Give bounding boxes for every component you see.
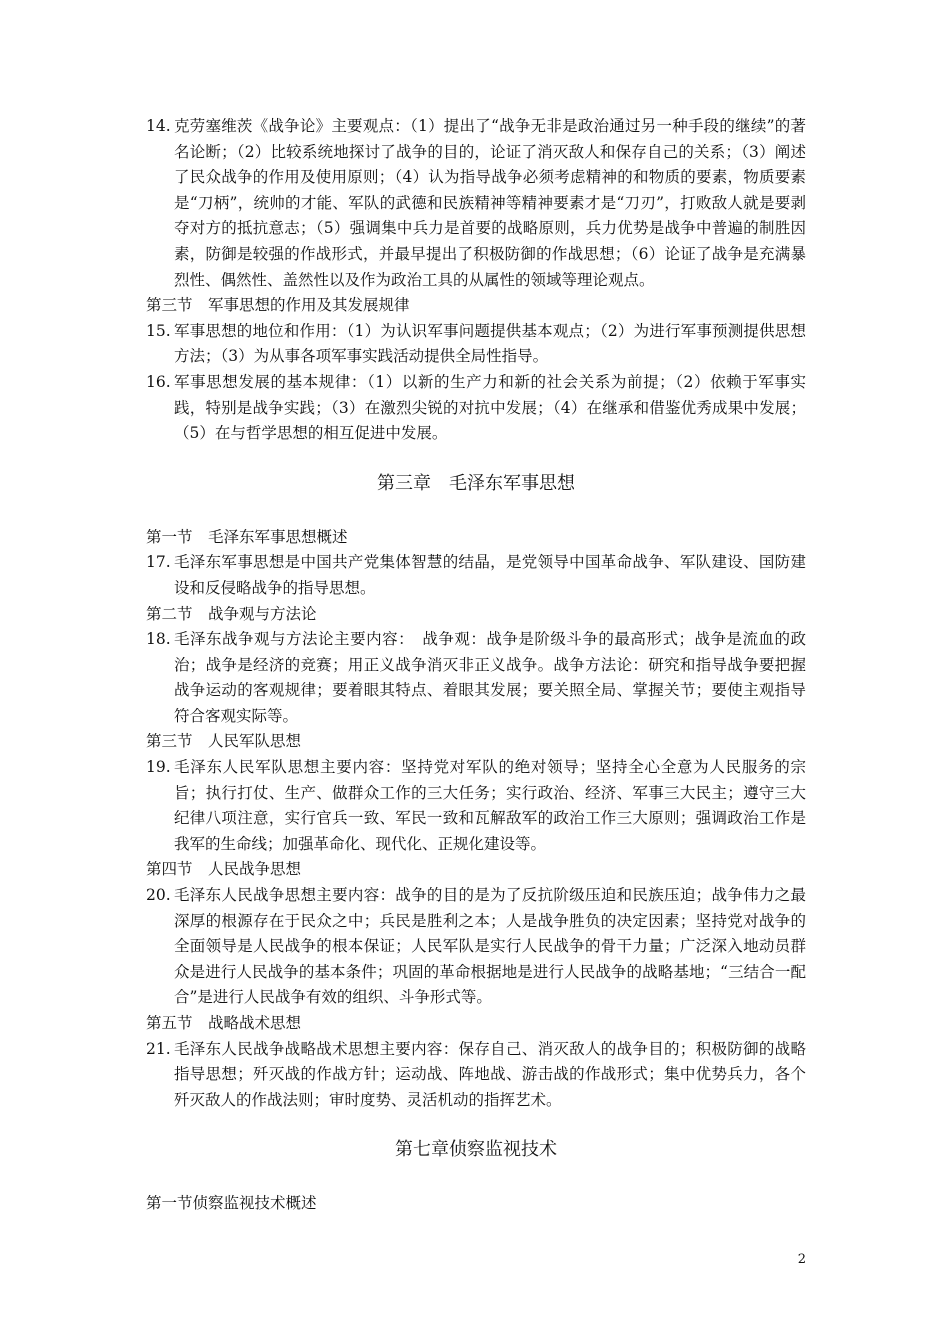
item-text: 毛泽东人民战争思想主要内容：战争的目的是为了反抗阶级压迫和民族压迫；战争伟力之最深厚的根源存在于民众之中；兵民是胜利之本；人是战争胜负的决定因素；坚持党对战争的全面领导是人民战争的根本保证；人民军队是实行人民战争的骨干力量；广泛深入地动员群众是进行人民战争的基本条件；巩固的革命根据地是进行人民战争的战略基地；“三结合一配合”是进行人民战争有效的组织、斗争形式等。 xyxy=(174,886,806,1007)
section-heading: 第三节 人民军队思想 xyxy=(146,732,302,751)
page-number: 2 xyxy=(797,1252,806,1267)
item-number: 16. xyxy=(146,372,171,391)
list-item-18 xyxy=(146,627,806,729)
document-body xyxy=(146,114,806,1217)
list-item-21 xyxy=(146,1037,806,1114)
section-heading: 第一节侦察监视技术概述 xyxy=(146,1194,317,1213)
list-item-17 xyxy=(146,550,806,601)
item-number: 21. xyxy=(146,1039,171,1058)
item-number: 17. xyxy=(146,553,171,572)
item-number: 14. xyxy=(146,117,171,135)
item-number: 19. xyxy=(146,758,171,777)
section-heading: 第一节 毛泽东军事思想概述 xyxy=(146,527,348,546)
list-item-19 xyxy=(146,755,806,857)
item-text: 克劳塞维茨《战争论》主要观点：（1）提出了“战争无非是政治通过另一种手段的继续”的著名论断；（2）比较系统地探讨了战争的目的，论证了消灭敌人和保存自己的关系；（3）阐述了民众战争的作用及使用原则；（4）认为指导战争必须考虑精神的和物质的要素，物质要素是“刀柄”，统帅的才能、军队的武德和民族精神等精神要素才是“刀刃”，打败敌人就是要剥夺对方的抵抗意志；（5）强调集中兵力是首要的战略原则，兵力优势是战争中普遍的制胜因素，防御是较强的作战形式，并最早提出了积极防御的作战思想；（6）论证了战争是充满暴烈性、偶然性、盖然性以及作为政治工具的从属性的领域等理论观点。 xyxy=(174,117,806,289)
chapter-heading: 第七章侦察监视技术 xyxy=(395,1139,557,1161)
item-text: 军事思想发展的基本规律：（1）以新的生产力和新的社会关系为前提；（2）依赖于军事实践，特别是战争实践；（3）在激烈尖锐的对抗中发展；（4）在继承和借鉴优秀成果中发展；（5）在与哲学思想的相互促进中发展。 xyxy=(174,372,806,443)
item-text: 毛泽东人民军队思想主要内容：坚持党对军队的绝对领导；坚持全心全意为人民服务的宗旨；执行打仗、生产、做群众工作的三大任务；实行政治、经济、军事三大民主；遵守三大纪律八项注意，实行官兵一致、军民一致和瓦解敌军的政治工作三大原则；强调政治工作是我军的生命线；加强革命化、现代化、正规化建设等。 xyxy=(174,758,806,853)
list-item-14 xyxy=(146,114,806,293)
section-heading: 第四节 人民战争思想 xyxy=(146,860,302,879)
section-heading: 第五节 战略战术思想 xyxy=(146,1014,302,1032)
list-item-15 xyxy=(146,319,806,370)
section-heading: 第三节 军事思想的作用及其发展规律 xyxy=(146,296,410,315)
chapter-heading: 第三章 毛泽东军事思想 xyxy=(377,472,575,494)
item-text: 毛泽东人民战争战略战术思想主要内容：保存自己、消灭敌人的战争目的；积极防御的战略指导思想；歼灭战的作战方针；运动战、阵地战、游击战的作战形式；集中优势兵力，各个歼灭敌人的作战法则；审时度势、灵活机动的指挥艺术。 xyxy=(174,1039,806,1109)
item-text: 军事思想的地位和作用：（1）为认识军事问题提供基本观点；（2）为进行军事预测提供思想方法；（3）为从事各项军事实践活动提供全局性指导。 xyxy=(174,321,806,366)
item-number: 15. xyxy=(146,321,171,340)
item-text: 毛泽东战争观与方法论主要内容： 战争观：战争是阶级斗争的最高形式；战争是流血的政治；战争是经济的竞赛；用正义战争消灭非正义战争。战争方法论：研究和指导战争要把握战争运动的客观规律；要着眼其特点、着眼其发展；要关照全局、掌握关节；要使主观指导符合客观实际等。 xyxy=(174,630,806,725)
item-number: 20. xyxy=(146,886,171,905)
item-number: 18. xyxy=(146,630,171,649)
list-item-16 xyxy=(146,370,806,447)
list-item-20 xyxy=(146,883,806,1011)
item-text: 毛泽东军事思想是中国共产党集体智慧的结晶，是党领导中国革命战争、军队建设、国防建设和反侵略战争的指导思想。 xyxy=(174,553,806,597)
section-heading: 第二节 战争观与方法论 xyxy=(146,604,317,623)
